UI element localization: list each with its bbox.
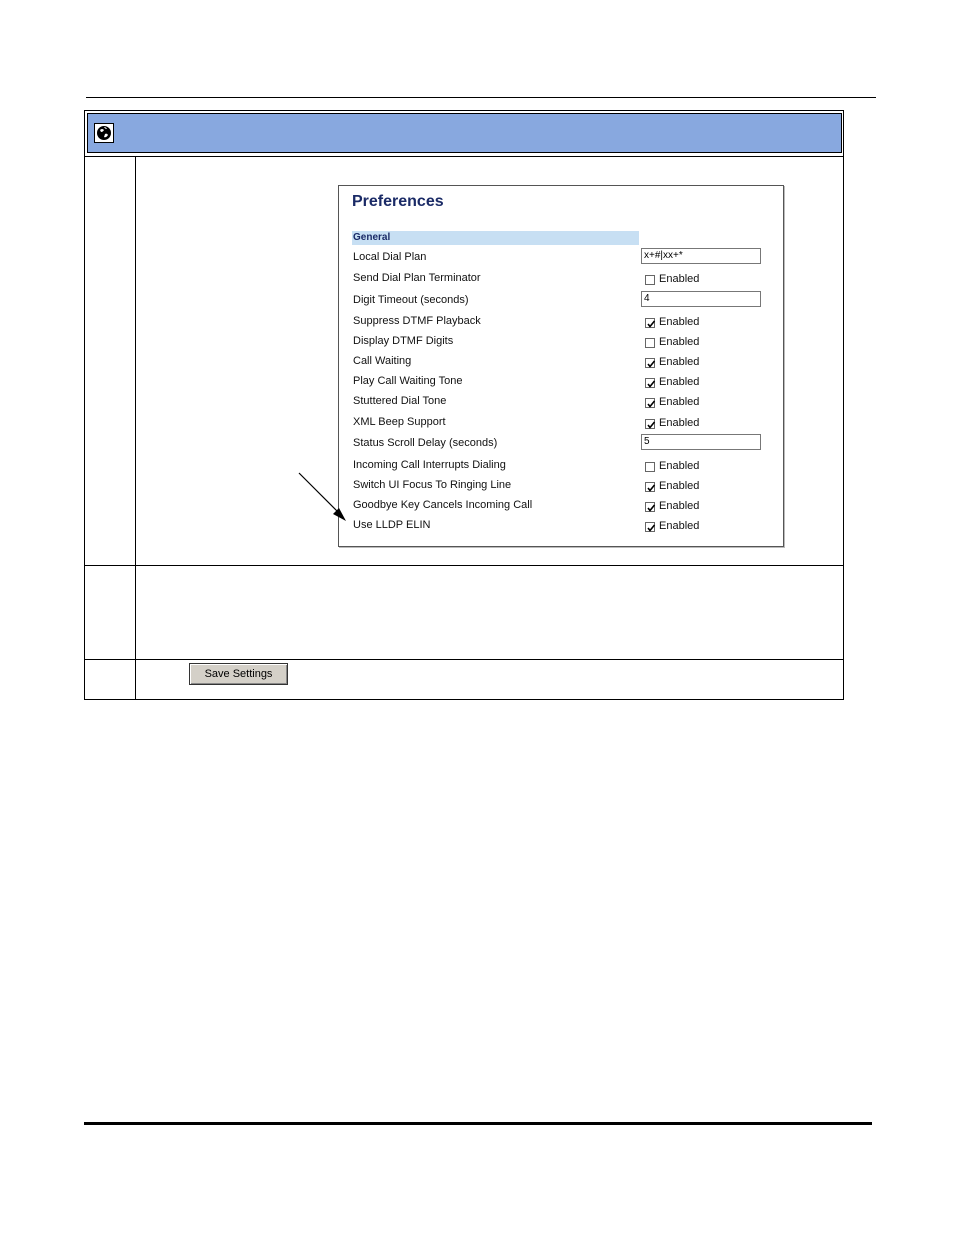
checkbox-label: Enabled [659, 376, 700, 388]
field-label: Display DTMF Digits [353, 335, 454, 347]
field-label: XML Beep Support [353, 416, 446, 428]
checkbox-label: Enabled [659, 396, 700, 408]
checkbox-label: Enabled [659, 356, 700, 368]
text-input[interactable]: 4 [641, 291, 761, 307]
checkbox-label: Enabled [659, 273, 700, 285]
field-label: Stuttered Dial Tone [353, 395, 447, 407]
text-input[interactable]: 5 [641, 434, 761, 450]
checkbox-label: Enabled [659, 480, 700, 492]
text-input[interactable]: x+#|xx+* [641, 248, 761, 264]
section-header-general: General [352, 231, 639, 245]
field-label: Status Scroll Delay (seconds) [353, 437, 498, 449]
checkbox-label: Enabled [659, 520, 700, 532]
field-label: Call Waiting [353, 355, 412, 367]
field-label: Incoming Call Interrupts Dialing [353, 459, 506, 471]
checkbox-label: Enabled [659, 336, 700, 348]
field-label: Goodbye Key Cancels Incoming Call [353, 499, 533, 511]
field-label: Send Dial Plan Terminator [353, 272, 481, 284]
save-settings-button[interactable]: Save Settings [189, 663, 288, 685]
field-label: Use LLDP ELIN [353, 519, 431, 531]
checkbox-label: Enabled [659, 460, 700, 472]
checkbox-label: Enabled [659, 417, 700, 429]
field-label: Play Call Waiting Tone [353, 375, 463, 387]
field-label: Switch UI Focus To Ringing Line [353, 479, 512, 491]
field-label: Suppress DTMF Playback [353, 315, 481, 327]
field-label: Digit Timeout (seconds) [353, 294, 469, 306]
checkbox-label: Enabled [659, 500, 700, 512]
footer-rule [84, 1122, 872, 1125]
page-title: Preferences [352, 193, 444, 210]
field-label: Local Dial Plan [353, 251, 427, 263]
checkbox-label: Enabled [659, 316, 700, 328]
